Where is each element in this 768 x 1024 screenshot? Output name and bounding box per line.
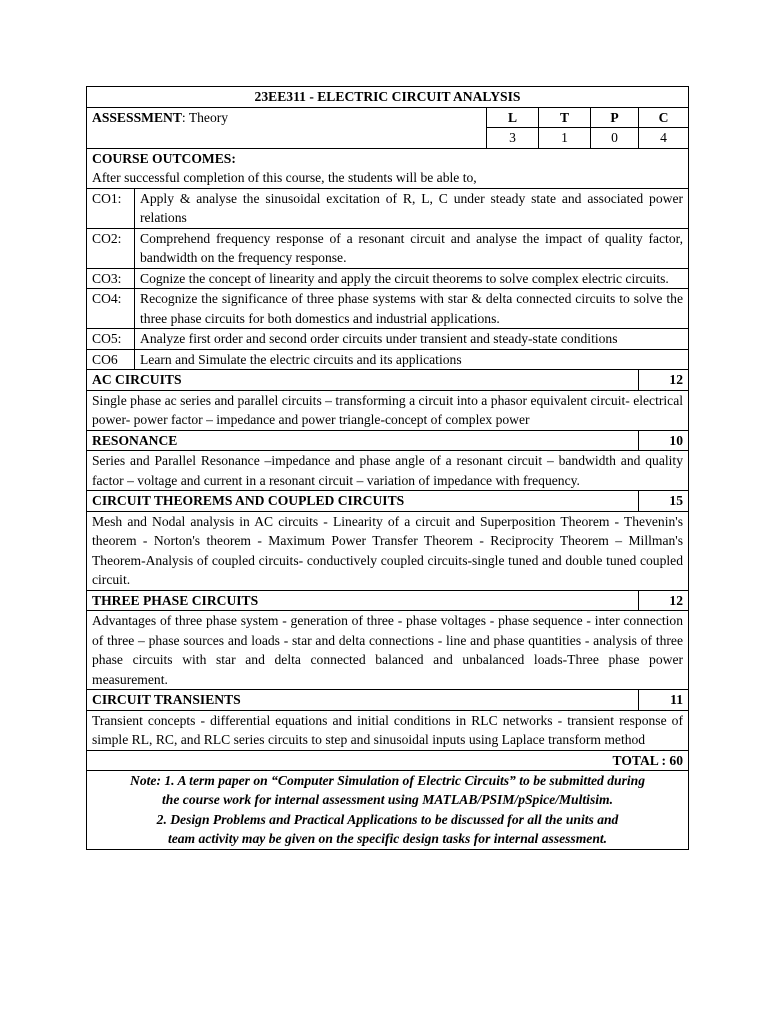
note-line: Note: 1. A term paper on “Computer Simulation of Electric Circuits” to be submitted during xyxy=(130,773,645,788)
outcome-row xyxy=(87,329,689,350)
total-row xyxy=(87,750,689,771)
ltpc-header-p: P xyxy=(591,107,639,128)
unit-content: Single phase ac series and parallel circuits – transforming a circuit into a phasor equivalent circuit- electrical power- power factor – impedance and power triangle-concept of complex power xyxy=(87,390,689,430)
syllabus-sheet xyxy=(86,86,688,850)
syllabus-table xyxy=(86,86,689,850)
assessment-label: ASSESSMENT xyxy=(92,109,182,125)
outcome-row xyxy=(87,228,689,268)
unit-hours: 10 xyxy=(639,430,689,451)
unit-content: Advantages of three phase system - generation of three - phase voltages - phase sequence - inter connection of three – phase sources and loads - star and delta connections - line and phase quantities - analysis of three phase circuits with star and delta connected balanced and unbalanced loads-Three phase power measurement. xyxy=(87,611,689,690)
assessment-row xyxy=(87,107,689,128)
outcome-id: CO3: xyxy=(87,268,135,289)
outcome-row xyxy=(87,349,689,370)
outcome-text: Comprehend frequency response of a resonant circuit and analyse the impact of quality factor, bandwidth on the frequency response. xyxy=(135,228,689,268)
total-hours: TOTAL : 60 xyxy=(87,750,689,771)
outcome-row xyxy=(87,188,689,228)
ltpc-value-p: 0 xyxy=(591,128,639,149)
unit-content-row xyxy=(87,611,689,690)
title-row xyxy=(87,87,689,108)
assessment-note xyxy=(87,771,689,850)
unit-header-row xyxy=(87,590,689,611)
unit-header-row xyxy=(87,430,689,451)
ltpc-header-l: L xyxy=(487,107,539,128)
note-line: team activity may be given on the specific design tasks for internal assessment. xyxy=(167,831,608,847)
outcome-id: CO5: xyxy=(87,329,135,350)
note-row xyxy=(87,771,689,850)
unit-content: Transient concepts - differential equations and initial conditions in RLC networks - transient response of simple RL, RC, and RLC series circuits to step and sinusoidal inputs using Laplace transform method xyxy=(87,710,689,750)
ltpc-value-c: 4 xyxy=(639,128,689,149)
unit-hours: 12 xyxy=(639,590,689,611)
unit-title: CIRCUIT THEOREMS AND COUPLED CIRCUITS xyxy=(87,491,639,512)
outcome-id: CO1: xyxy=(87,188,135,228)
outcomes-intro: After successful completion of this course, the students will be able to, xyxy=(92,170,477,185)
outcome-text: Apply & analyse the sinusoidal excitation of R, L, C under steady state and associated power relations xyxy=(135,188,689,228)
outcome-id: CO6 xyxy=(87,349,135,370)
unit-header-row xyxy=(87,370,689,391)
unit-content: Series and Parallel Resonance –impedance and phase angle of a resonant circuit – bandwidth and quality factor – voltage and current in a resonant circuit – variation of impedance with frequency. xyxy=(87,451,689,491)
assessment-cell xyxy=(87,107,487,148)
outcome-id: CO2: xyxy=(87,228,135,268)
unit-hours: 11 xyxy=(639,690,689,711)
unit-title: AC CIRCUITS xyxy=(87,370,639,391)
note-line: 2. Design Problems and Practical Applications to be discussed for all the units and xyxy=(156,811,619,827)
outcome-text: Cognize the concept of linearity and apply the circuit theorems to solve complex electric circuits. xyxy=(135,268,689,289)
unit-content: Mesh and Nodal analysis in AC circuits - Linearity of a circuit and Superposition Theorem - Thevenin's theorem - Norton's theorem - Maximum Power Transfer Theorem - Reciprocity Theorem – Millman's Theorem-Analysis of coupled circuits- conductively coupled circuits-single tuned and double tuned coupled circuit. xyxy=(87,511,689,590)
unit-content-row xyxy=(87,451,689,491)
unit-hours: 15 xyxy=(639,491,689,512)
ltpc-value-t: 1 xyxy=(539,128,591,149)
outcome-text: Analyze first order and second order circuits under transient and steady-state conditions xyxy=(135,329,689,350)
outcomes-heading-row xyxy=(87,148,689,188)
ltpc-header-t: T xyxy=(539,107,591,128)
course-title: 23EE311 - ELECTRIC CIRCUIT ANALYSIS xyxy=(87,87,689,108)
unit-content-row xyxy=(87,710,689,750)
outcome-text: Learn and Simulate the electric circuits and its applications xyxy=(135,349,689,370)
outcome-row xyxy=(87,289,689,329)
unit-title: THREE PHASE CIRCUITS xyxy=(87,590,639,611)
ltpc-header-c: C xyxy=(639,107,689,128)
outcomes-heading: COURSE OUTCOMES: xyxy=(92,150,236,166)
outcome-text: Recognize the significance of three phase systems with star & delta connected circuits to solve the three phase circuits for both domestics and industrial applications. xyxy=(135,289,689,329)
unit-title: CIRCUIT TRANSIENTS xyxy=(87,690,639,711)
unit-content-row xyxy=(87,390,689,430)
outcome-row xyxy=(87,268,689,289)
unit-hours: 12 xyxy=(639,370,689,391)
unit-header-row xyxy=(87,690,689,711)
ltpc-value-l: 3 xyxy=(487,128,539,149)
unit-content-row xyxy=(87,511,689,590)
assessment-value: : Theory xyxy=(181,109,229,125)
unit-header-row xyxy=(87,491,689,512)
unit-title: RESONANCE xyxy=(87,430,639,451)
note-line: the course work for internal assessment using MATLAB/PSIM/pSpice/Multisim. xyxy=(162,792,613,808)
outcomes-heading-cell xyxy=(87,148,689,188)
outcome-id: CO4: xyxy=(87,289,135,329)
